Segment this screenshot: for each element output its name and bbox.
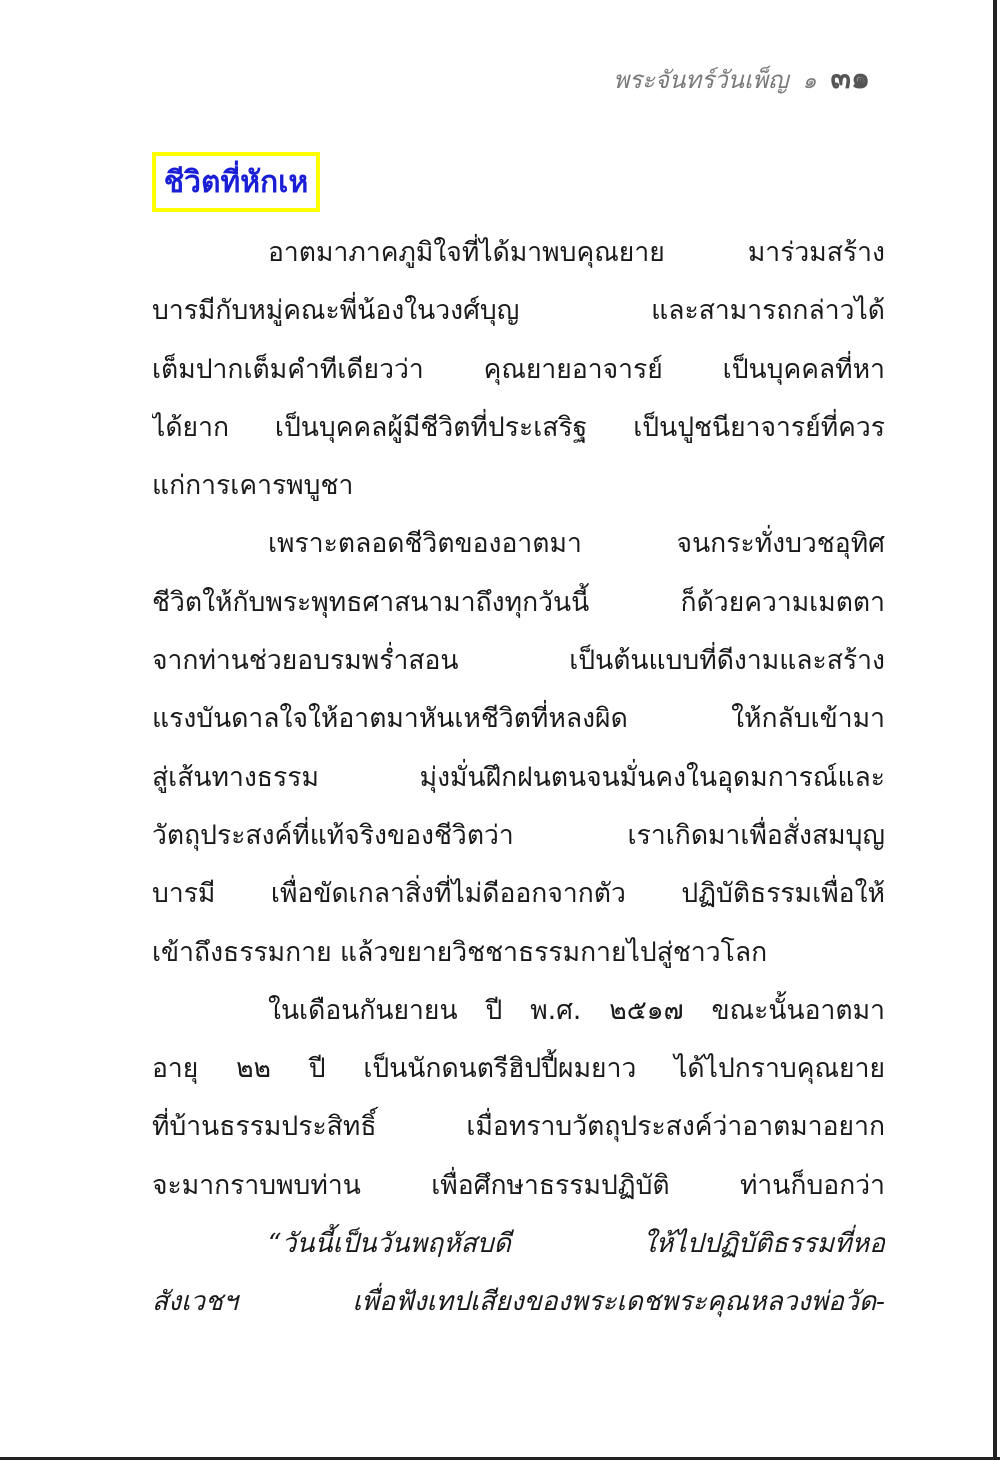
text-line: วัตถุประสงค์ที่แท้จริงของชีวิตว่า เราเกิดมาเพื่อสั่งสมบุญ (152, 819, 885, 851)
book-title: พระจันทร์วันเพ็ญ (613, 66, 789, 94)
text-line: อายุ ๒๒ ปี เป็นนักดนตรีฮิปปี้ผมยาว ได้ไปกราบคุณยาย (152, 1053, 885, 1085)
text-line: เต็มปากเต็มคำทีเดียวว่า คุณยายอาจารย์ เป็นบุคคลที่หา (152, 353, 885, 385)
text-line: บารมีกับหมู่คณะพี่น้องในวงศ์บุญ และสามารถกล่าวได้ (152, 295, 885, 327)
text-line: จากท่านช่วยอบรมพร่ำสอน เป็นต้นแบบที่ดีงามและสร้าง (152, 645, 885, 677)
volume-number: ๑ (802, 69, 817, 94)
text-line: ได้ยาก เป็นบุคคลผู้มีชีวิตที่ประเสริฐ เป็นปูชนียาจารย์ที่ควร (152, 411, 885, 443)
text-line: จะมากราบพบท่าน เพื่อศึกษาธรรมปฏิบัติ ท่านก็บอกว่า (152, 1169, 885, 1201)
chapter-title: ชีวิตที่หักเห (163, 164, 309, 200)
text-line: เข้าถึงธรรมกาย แล้วขยายวิชชาธรรมกายไปสู่ชาวโลก (152, 936, 768, 968)
text-line: อาตมาภาคภูมิใจที่ได้มาพบคุณยาย มาร่วมสร้าง (268, 237, 885, 268)
text-line: ในเดือนกันยายน ปี พ.ศ. ๒๕๑๗ ขณะนั้นอาตมา (268, 994, 885, 1026)
text-line: ชีวิตให้กับพระพุทธศาสนามาถึงทุกวันนี้ ก็ด้วยความเมตตา (152, 586, 885, 618)
page-number: ๓๑ (830, 61, 870, 96)
page-edge-right (993, 0, 997, 1458)
text-line: เพราะตลอดชีวิตของอาตมา จนกระทั่งบวชอุทิศ (268, 528, 885, 560)
quote-line: “วันนี้เป็นวันพฤหัสบดี ให้ไปปฏิบัติธรรมที่หอ (268, 1228, 885, 1260)
text-line: สู่เส้นทางธรรม มุ่งมั่นฝึกฝนตนจนมั่นคงในอุดมการณ์และ (152, 761, 885, 793)
text-line: ที่บ้านธรรมประสิทธิ์ เมื่อทราบวัตถุประสงค์ว่าอาตมาอยาก (152, 1111, 885, 1143)
text-line: แรงบันดาลใจให้อาตมาหันเหชีวิตที่หลงผิด ให้กลับเข้ามา (152, 703, 885, 735)
body-text (152, 224, 885, 1332)
quote-line: สังเวชฯ เพื่อฟังเทปเสียงของพระเดชพระคุณหลวงพ่อวัด- (152, 1286, 885, 1318)
text-line: บารมี เพื่อขัดเกลาสิ่งที่ไม่ดีออกจากตัว ปฏิบัติธรรมเพื่อให้ (152, 878, 885, 910)
running-header (613, 55, 870, 102)
chapter-title-highlight (152, 152, 320, 212)
text-line: แก่การเคารพบูชา (152, 470, 354, 502)
